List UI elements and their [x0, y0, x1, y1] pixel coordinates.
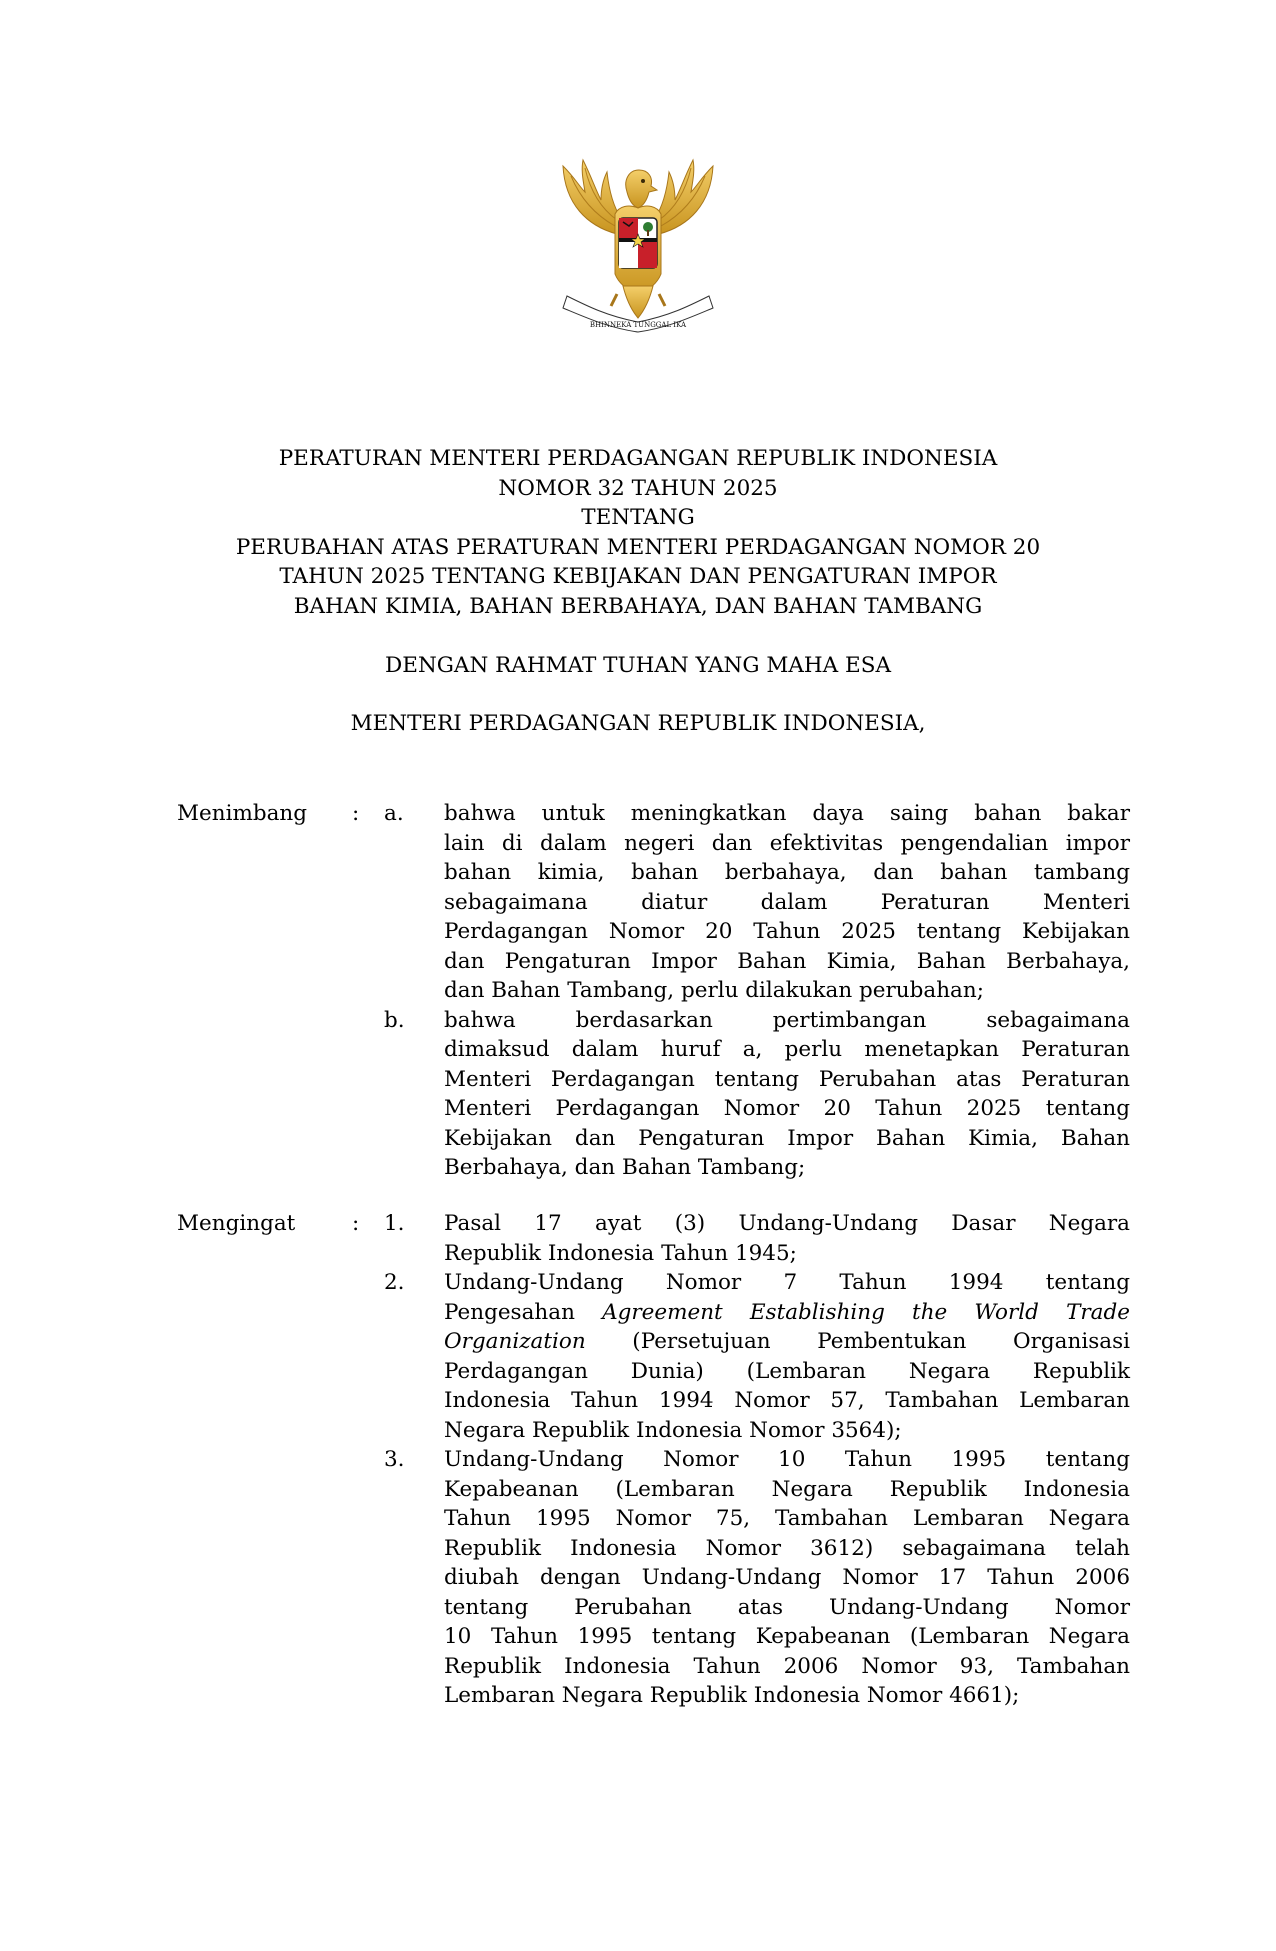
- list-item: [0, 1006, 1276, 1183]
- title-line: PERUBAHAN ATAS PERATURAN MENTERI PERDAGANGAN NOMOR 20: [235, 534, 1041, 560]
- text-line: Lembaran Negara Republik Indonesia Nomor 4661);: [444, 1683, 1020, 1708]
- item-marker: 2.: [384, 1270, 405, 1295]
- section-heading: Menimbang: [177, 801, 308, 826]
- text-line: lain di dalam negeri dan efektivitas pengendalian impor: [444, 830, 1130, 856]
- list-item: [0, 1268, 1276, 1445]
- item-marker: 1.: [384, 1211, 405, 1236]
- text-line: Kepabeanan (Lembaran Negara Republik Indonesia: [444, 1476, 1130, 1502]
- text-line: diubah dengan Undang-Undang Nomor 17 Tahun 2006: [444, 1565, 1130, 1590]
- text-line: dimaksud dalam huruf a, perlu menetapkan Peraturan: [444, 1037, 1130, 1062]
- item-text: [444, 1209, 1130, 1268]
- title-line: TENTANG: [581, 505, 695, 530]
- item-marker: 3.: [384, 1447, 405, 1472]
- text-line: Menteri Perdagangan Nomor 20 Tahun 2025 tentang: [444, 1096, 1130, 1121]
- mengingat-section: [0, 1209, 1276, 1711]
- text-line: Republik Indonesia Tahun 1945;: [444, 1240, 797, 1266]
- text-line: 10 Tahun 1995 tentang Kepabeanan (Lembaran Negara: [444, 1624, 1130, 1649]
- text-line: Perdagangan Dunia) (Lembaran Negara Republik: [444, 1358, 1130, 1384]
- italic-title: Organization: [444, 1329, 586, 1354]
- list-item: [0, 1209, 1276, 1268]
- item-text: [444, 1006, 1130, 1183]
- emblem-motto: BHINNEKA TUNGGAL IKA: [589, 321, 687, 329]
- list-item: [0, 1445, 1276, 1711]
- title-line: PERATURAN MENTERI PERDAGANGAN REPUBLIK INDONESIA: [278, 446, 998, 471]
- text-line: [444, 1327, 1130, 1357]
- text-line: Undang-Undang Nomor 7 Tahun 1994 tentang: [444, 1270, 1130, 1295]
- title-line: BAHAN KIMIA, BAHAN BERBAHAYA, DAN BAHAN TAMBANG: [293, 593, 983, 619]
- menimbang-section: [0, 799, 1276, 1183]
- text-line: bahwa berdasarkan pertimbangan sebagaimana: [444, 1007, 1130, 1033]
- section-heading: Mengingat: [177, 1211, 296, 1236]
- text-line: Indonesia Tahun 1994 Nomor 57, Tambahan Lembaran: [444, 1388, 1130, 1413]
- text-line: Pasal 17 ayat (3) Undang-Undang Dasar Negara: [444, 1211, 1130, 1236]
- text-line: bahwa untuk meningkatkan daya saing bahan bakar: [444, 801, 1130, 826]
- text-line: dan Bahan Tambang, perlu dilakukan perubahan;: [444, 978, 984, 1003]
- list-item: [0, 799, 1276, 1006]
- item-text: [444, 799, 1130, 1006]
- section-colon: :: [352, 801, 360, 826]
- text-line: Republik Indonesia Nomor 3612) sebagaimana telah: [444, 1535, 1130, 1561]
- garuda-emblem-icon: [557, 156, 719, 338]
- italic-title: Agreement Establishing the World Trade: [602, 1299, 1130, 1325]
- text-line: dan Pengaturan Impor Bahan Kimia, Bahan Berbahaya,: [444, 948, 1130, 974]
- rahmat-line: DENGAN RAHMAT TUHAN YANG MAHA ESA: [385, 653, 891, 678]
- text-fragment: Pengesahan: [444, 1299, 603, 1325]
- item-text: [444, 1268, 1130, 1445]
- section-colon: :: [352, 1211, 360, 1236]
- item-marker: a.: [384, 801, 404, 826]
- text-line: Berbahaya, dan Bahan Tambang;: [444, 1155, 806, 1180]
- text-line: Kebijakan dan Pengaturan Impor Bahan Kimia, Bahan: [444, 1125, 1130, 1151]
- menteri-line: MENTERI PERDAGANGAN REPUBLIK INDONESIA,: [350, 711, 926, 736]
- text-line: Menteri Perdagangan tentang Perubahan atas Peraturan: [444, 1066, 1130, 1092]
- text-line: Undang-Undang Nomor 10 Tahun 1995 tentang: [444, 1447, 1130, 1472]
- text-line: tentang Perubahan atas Undang-Undang Nomor: [444, 1594, 1130, 1620]
- text-line: bahan kimia, bahan berbahaya, dan bahan tambang: [444, 860, 1130, 885]
- item-marker: b.: [384, 1007, 405, 1033]
- text-line: Tahun 1995 Nomor 75, Tambahan Lembaran Negara: [444, 1506, 1130, 1531]
- text-line: sebagaimana diatur dalam Peraturan Menteri: [444, 889, 1130, 915]
- title-line: TAHUN 2025 TENTANG KEBIJAKAN DAN PENGATURAN IMPOR: [279, 564, 997, 589]
- text-line: Republik Indonesia Tahun 2006 Nomor 93, Tambahan: [444, 1653, 1130, 1679]
- text-line: Negara Republik Indonesia Nomor 3564);: [444, 1417, 902, 1443]
- text-line: Perdagangan Nomor 20 Tahun 2025 tentang Kebijakan: [444, 919, 1130, 944]
- text-fragment: (Persetujuan Pembentukan Organisasi: [585, 1329, 1130, 1354]
- title-line: NOMOR 32 TAHUN 2025: [498, 475, 778, 501]
- regulation-title: [140, 444, 1136, 621]
- item-text: [444, 1445, 1130, 1711]
- text-line: [444, 1298, 1130, 1328]
